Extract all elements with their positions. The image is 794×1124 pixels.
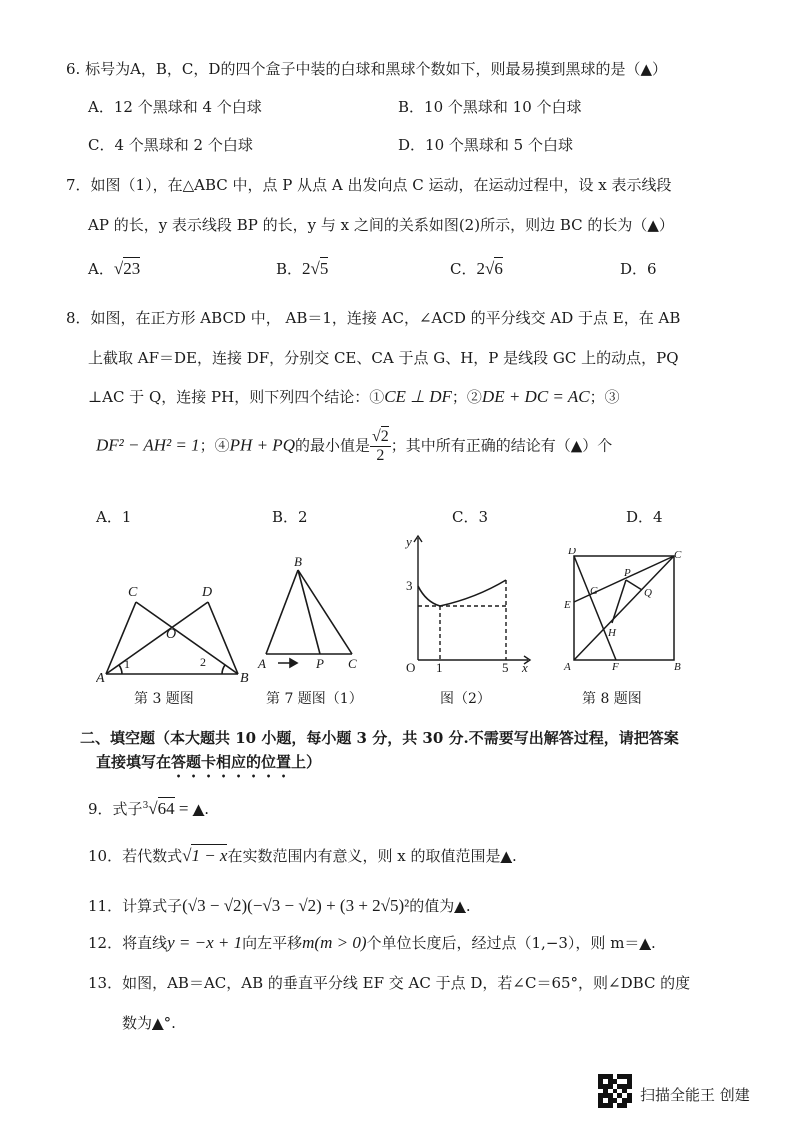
figure-3 [96, 580, 256, 690]
section2-heading-line2: 直接填写在答题卡相应的位置上） [96, 753, 322, 771]
figure-8 [562, 548, 686, 672]
fig3-label-b: B [240, 671, 249, 686]
q13-answer-blank[interactable]: ▲ [152, 1014, 164, 1032]
fig3-label-o: O [166, 627, 177, 642]
fig8-label-d: D [568, 548, 576, 557]
q11-answer-blank[interactable]: ▲ [454, 897, 466, 915]
q8-option-c: C．3 [452, 508, 489, 526]
fig8-label-a: A [564, 661, 571, 672]
graph-label-o: O [406, 660, 416, 674]
q6-option-c: C．4 个黑球和 2 个白球 [88, 136, 253, 154]
q7-option-b: B．2√5 [276, 259, 329, 278]
fig2-caption: 图（2） [440, 691, 491, 707]
q6-option-d: D．10 个黑球和 5 个白球 [398, 136, 573, 154]
fig8-line-ph [612, 580, 626, 623]
fig7-label-c: C [348, 656, 357, 671]
q7-option-d: D．6 [620, 260, 657, 278]
fig3-angle-1 [119, 665, 122, 674]
q8-fraction: $\frac{√2}{2}$ [371, 428, 389, 464]
q7-line2: AP 的长，y 表示线段 BP 的长，y 与 x 之间的关系如图(2)所示，则边 BC 的长为（▲） [88, 216, 674, 234]
fig3-label-c: C [128, 585, 138, 600]
q8-line4: DF² − AH² = 1；④PH + PQ的最小值是 $\frac{√2}{2}$ ；其中所有正确的结论有（▲）个 [96, 428, 613, 464]
graph-label-y: y [406, 534, 412, 549]
q12-answer-blank[interactable]: ▲ [639, 934, 651, 952]
fig8-label-q: Q [644, 587, 652, 599]
q8-option-b: B．2 [272, 508, 308, 526]
q9-answer-blank[interactable]: ▲ [192, 800, 205, 818]
fig8-label-f: F [612, 661, 619, 672]
q8-option-a: A．1 [96, 508, 132, 526]
fig7-label-p: P [316, 656, 324, 671]
fig7-arrow-head [290, 659, 297, 667]
fig7-caption: 第 7 题图（1） [266, 691, 363, 707]
fig3-label-1: 1 [124, 657, 130, 671]
fig7-label-b: B [294, 554, 302, 569]
qr-code-icon [598, 1074, 632, 1108]
q7-option-c: C．2√6 [450, 259, 503, 278]
graph-curve [418, 580, 506, 606]
figure-7-1 [256, 552, 368, 672]
fig8-label-h: H [608, 627, 616, 639]
q13-line2: 数为▲°. [122, 1014, 176, 1032]
section2-heading: 二、填空题（本大题共 10 小题，每小题 3 分，共 30 分.不需要写出解答过程，请把答案 [80, 729, 679, 747]
fig3-label-a: A [96, 671, 105, 686]
q10: 10．若代数式√1 − x在实数范围内有意义，则 x 的取值范围是▲. [88, 846, 517, 865]
q10-answer-blank[interactable]: ▲ [500, 847, 513, 865]
fig7-line-ab [266, 570, 298, 654]
figure-2-graph [398, 534, 536, 674]
q8-line2: 上截取 AF＝DE，连接 DF，分别交 CE、CA 于点 G、H，P 是线段 GC 上的动点，PQ [88, 349, 679, 367]
graph-label-5: 5 [502, 660, 509, 674]
fig8-label-e: E [564, 599, 571, 611]
fig7-line-bp [298, 570, 320, 654]
q12: 12．将直线y = −x + 1向左平移m(m > 0)个单位长度后，经过点（1,−3），则 m＝▲. [88, 933, 656, 952]
fig8-label-c: C [674, 549, 682, 561]
q13-line1: 13．如图，AB＝AC，AB 的垂直平分线 EF 交 AC 于点 D，若∠C＝65°，则∠DBC 的度 [88, 974, 691, 992]
q8-line1: 8．如图，在正方形 ABCD 中， AB＝1，连接 AC，∠ACD 的平分线交 AD 于点 E，在 AB [66, 309, 681, 327]
fig3-label-d: D [202, 585, 213, 600]
q7-line1: 7．如图（1），在△ABC 中，点 P 从点 A 出发向点 C 运动，在运动过程中，设 x 表示线段 [66, 176, 672, 194]
graph-label-3: 3 [406, 578, 413, 593]
fig8-line-df [574, 556, 616, 660]
graph-label-x: x [522, 660, 528, 674]
fig3-label-2: 2 [200, 655, 206, 669]
graph-label-1: 1 [436, 660, 443, 674]
fig8-label-g: G [590, 585, 598, 597]
fig8-line-pq [626, 580, 642, 590]
q6-stem: 6. 标号为A，B，C，D的四个盒子中装的白球和黑球个数如下，则最易摸到黑球的是（▲） [66, 60, 667, 78]
fig3-caption: 第 3 题图 [134, 691, 194, 707]
q11: 11．计算式子(√3 − √2)(−√3 − √2) + (3 + 2√5)²的值为▲. [88, 896, 471, 915]
fig8-caption: 第 8 题图 [582, 691, 642, 707]
q6-option-a: A．12 个黑球和 4 个白球 [88, 98, 262, 116]
fig3-angle-2 [222, 665, 225, 674]
q6-option-b: B．10 个黑球和 10 个白球 [398, 98, 582, 116]
fig7-label-a: A [258, 656, 266, 671]
q8-line3: ⊥AC 于 Q，连接 PH，则下列四个结论：①CE ⊥ DF；②DE + DC = AC；③ [88, 387, 620, 406]
fig7-line-bc [298, 570, 352, 654]
q9: 9．式子$^3$√64 = ▲. [88, 799, 210, 818]
fig8-label-b: B [674, 661, 681, 672]
footer-watermark: 扫描全能王 创建 [640, 1086, 750, 1104]
q8-option-d: D．4 [626, 508, 663, 526]
q7-option-a: A．√23 [88, 259, 141, 278]
fig8-label-p: P [624, 567, 631, 579]
